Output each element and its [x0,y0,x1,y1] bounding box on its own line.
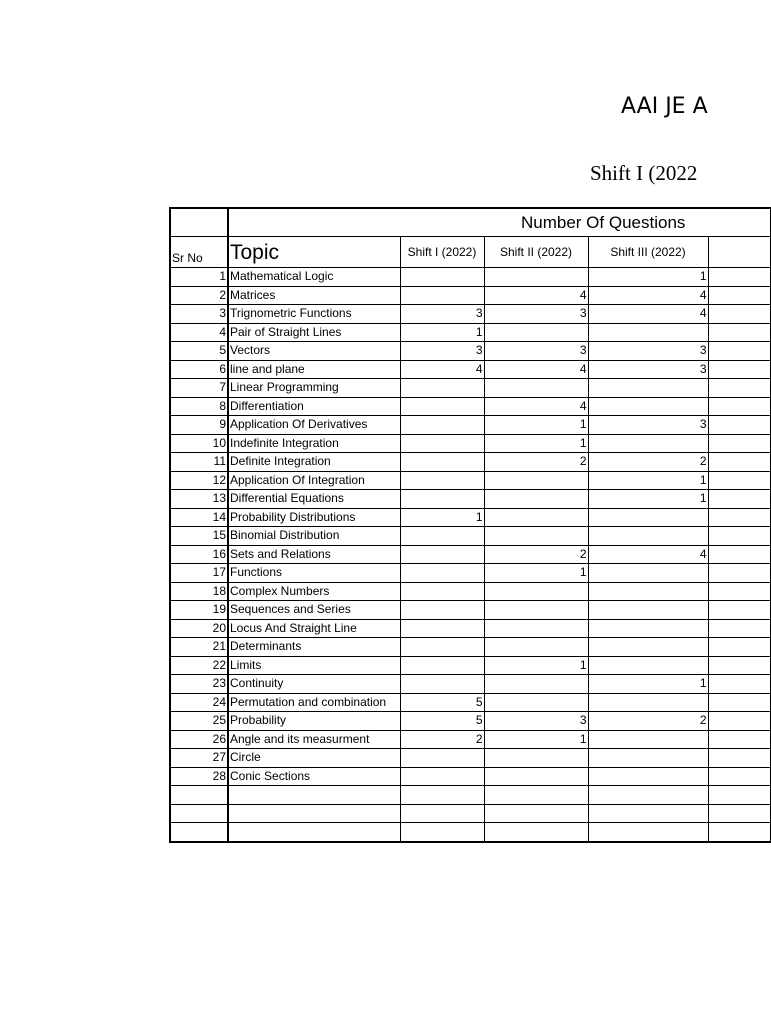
shift-1-cell: 1 [400,508,484,527]
topic-cell: Probability Distributions [228,508,400,527]
overflow-cell [708,582,770,601]
table-row [170,564,770,583]
sr-no-cell: 2 [170,286,228,305]
overflow-cell [708,656,770,675]
shift-1-cell [400,268,484,287]
table-row [170,675,770,694]
table-row [170,416,770,435]
shift-2-cell [484,379,588,398]
overflow-cell [708,712,770,731]
shift-3-cell [588,749,708,768]
table-row [170,601,770,620]
sr-no-cell: 20 [170,619,228,638]
shift-1-cell [400,397,484,416]
topic-cell: Conic Sections [228,767,400,786]
topic-cell: Continuity [228,675,400,694]
topic-cell: Functions [228,564,400,583]
shift-3-cell [588,601,708,620]
shift-3-cell [588,730,708,749]
sr-no-cell: 11 [170,453,228,472]
shift-2-cell [484,471,588,490]
shift-1-cell [400,490,484,509]
shift-3-cell: 1 [588,471,708,490]
overflow-cell [708,675,770,694]
topic-cell: Mathematical Logic [228,268,400,287]
shift-2-cell [484,527,588,546]
sr-no-cell: 18 [170,582,228,601]
topic-cell: Permutation and combination [228,693,400,712]
blank-cell [400,823,484,842]
sr-no-cell: 1 [170,268,228,287]
shift-1-cell [400,416,484,435]
blank-cell [400,804,484,823]
sr-no-cell: 7 [170,379,228,398]
sr-no-cell: 16 [170,545,228,564]
shift-2-cell: 4 [484,397,588,416]
table-row [170,490,770,509]
topic-cell: Angle and its measurment [228,730,400,749]
shift-1-cell [400,545,484,564]
blank-cell [708,804,770,823]
blank-row [170,786,770,805]
blank-cell [170,804,228,823]
blank-row [170,804,770,823]
table-row [170,305,770,324]
table-row [170,453,770,472]
shift-3-cell [588,564,708,583]
sr-no-cell: 25 [170,712,228,731]
shift-3-cell: 3 [588,360,708,379]
shift-1-cell: 1 [400,323,484,342]
shift-1-header: Shift I (2022) [400,237,484,268]
overflow-cell [708,286,770,305]
topic-cell: Linear Programming [228,379,400,398]
blank-cell [484,823,588,842]
blank-cell [708,823,770,842]
topic-cell: Differential Equations [228,490,400,509]
table-row [170,286,770,305]
document-title: AAI JE A [621,94,708,119]
table-row [170,693,770,712]
topic-cell: Sets and Relations [228,545,400,564]
shift-2-cell: 4 [484,360,588,379]
overflow-cell [708,453,770,472]
question-distribution-table-container [169,207,707,840]
sr-no-cell: 23 [170,675,228,694]
table-row [170,712,770,731]
shift-1-cell [400,749,484,768]
overflow-header [708,237,770,268]
shift-1-cell [400,582,484,601]
shift-2-cell [484,675,588,694]
shift-3-cell [588,323,708,342]
shift-1-cell: 3 [400,342,484,361]
sr-no-cell: 9 [170,416,228,435]
shift-1-cell [400,286,484,305]
overflow-cell [708,305,770,324]
shift-3-cell: 2 [588,712,708,731]
shift-3-cell [588,508,708,527]
shift-2-cell: 3 [484,712,588,731]
shift-2-cell [484,323,588,342]
topic-cell: Limits [228,656,400,675]
shift-3-cell: 1 [588,490,708,509]
table-row [170,767,770,786]
shift-2-cell: 1 [484,656,588,675]
topic-cell: Locus And Straight Line [228,619,400,638]
overflow-cell [708,471,770,490]
sr-no-cell: 21 [170,638,228,657]
topic-cell: Sequences and Series [228,601,400,620]
shift-2-header: Shift II (2022) [484,237,588,268]
table-row [170,638,770,657]
sr-no-cell: 4 [170,323,228,342]
document-subtitle: Shift I (2022 [590,161,698,185]
shift-2-cell: 3 [484,305,588,324]
shift-2-cell: 2 [484,453,588,472]
sr-no-cell: 19 [170,601,228,620]
shift-2-cell: 1 [484,730,588,749]
overflow-cell [708,545,770,564]
overflow-cell [708,527,770,546]
overflow-cell [708,342,770,361]
blank-row [170,823,770,842]
sr-no-cell: 3 [170,305,228,324]
table-row [170,582,770,601]
shift-1-cell: 3 [400,305,484,324]
table-row [170,397,770,416]
overflow-cell [708,508,770,527]
overflow-cell [708,564,770,583]
shift-2-cell [484,767,588,786]
topic-cell: Circle [228,749,400,768]
table-row [170,379,770,398]
blank-cell [170,786,228,805]
topic-cell: Probability [228,712,400,731]
shift-3-cell [588,656,708,675]
shift-1-cell [400,434,484,453]
column-header-row [170,237,770,268]
table-body [170,208,770,842]
shift-2-cell: 4 [484,286,588,305]
blank-cell [170,823,228,842]
blank-cell [228,823,400,842]
overflow-cell [708,749,770,768]
overflow-cell [708,360,770,379]
shift-3-cell: 4 [588,286,708,305]
shift-2-cell [484,619,588,638]
topic-cell: Vectors [228,342,400,361]
shift-3-cell [588,582,708,601]
shift-3-cell: 2 [588,453,708,472]
shift-3-cell: 4 [588,545,708,564]
sr-no-cell: 13 [170,490,228,509]
table-row [170,730,770,749]
group-header-row [170,208,770,237]
overflow-cell [708,490,770,509]
topic-cell: Complex Numbers [228,582,400,601]
sr-no-cell: 22 [170,656,228,675]
sr-no-cell: 28 [170,767,228,786]
topic-header: Topic [228,237,400,268]
table-row [170,656,770,675]
table-row [170,545,770,564]
shift-1-cell [400,638,484,657]
table-row [170,342,770,361]
topic-cell: Pair of Straight Lines [228,323,400,342]
topic-cell: Determinants [228,638,400,657]
table-row [170,434,770,453]
number-of-questions-header: Number Of Questions [228,208,770,237]
overflow-cell [708,379,770,398]
shift-3-header: Shift III (2022) [588,237,708,268]
overflow-cell [708,397,770,416]
overflow-cell [708,767,770,786]
group-header-spacer [170,208,228,237]
shift-1-cell [400,471,484,490]
overflow-cell [708,434,770,453]
sr-no-cell: 15 [170,527,228,546]
sr-no-cell: 8 [170,397,228,416]
shift-1-cell [400,675,484,694]
shift-2-cell [484,268,588,287]
topic-cell: Trignometric Functions [228,305,400,324]
topic-cell: line and plane [228,360,400,379]
shift-3-cell: 1 [588,675,708,694]
topic-cell: Matrices [228,286,400,305]
sr-no-cell: 10 [170,434,228,453]
sr-no-cell: 12 [170,471,228,490]
sr-no-cell: 26 [170,730,228,749]
sr-no-cell: 6 [170,360,228,379]
overflow-cell [708,268,770,287]
shift-2-cell [484,638,588,657]
overflow-cell [708,323,770,342]
sr-no-cell: 17 [170,564,228,583]
sr-no-cell: 24 [170,693,228,712]
question-distribution-table [169,207,771,843]
shift-1-cell [400,379,484,398]
blank-cell [400,786,484,805]
sr-no-cell: 5 [170,342,228,361]
topic-cell: Application Of Integration [228,471,400,490]
shift-3-cell: 4 [588,305,708,324]
shift-3-cell [588,638,708,657]
table-row [170,619,770,638]
blank-cell [228,804,400,823]
table-row [170,268,770,287]
topic-cell: Indefinite Integration [228,434,400,453]
table-row [170,749,770,768]
shift-3-cell [588,379,708,398]
shift-2-cell: 2 [484,545,588,564]
shift-2-cell: 1 [484,434,588,453]
table-row [170,471,770,490]
overflow-cell [708,638,770,657]
shift-2-cell [484,693,588,712]
table-row [170,323,770,342]
shift-3-cell [588,619,708,638]
blank-cell [484,804,588,823]
shift-3-cell [588,767,708,786]
shift-2-cell [484,749,588,768]
sr-no-header: Sr No [170,237,228,268]
overflow-cell [708,730,770,749]
shift-1-cell [400,564,484,583]
sr-no-cell: 14 [170,508,228,527]
table-row [170,527,770,546]
sr-no-cell: 27 [170,749,228,768]
shift-3-cell [588,397,708,416]
shift-1-cell: 5 [400,693,484,712]
shift-2-cell [484,601,588,620]
shift-3-cell [588,434,708,453]
shift-2-cell [484,582,588,601]
table-row [170,360,770,379]
shift-1-cell [400,527,484,546]
shift-3-cell [588,693,708,712]
shift-2-cell: 1 [484,564,588,583]
blank-cell [588,823,708,842]
shift-3-cell [588,527,708,546]
shift-1-cell [400,656,484,675]
topic-cell: Application Of Derivatives [228,416,400,435]
topic-cell: Definite Integration [228,453,400,472]
shift-1-cell: 2 [400,730,484,749]
blank-cell [588,786,708,805]
blank-cell [708,786,770,805]
shift-1-cell [400,453,484,472]
shift-2-cell [484,508,588,527]
table-row [170,508,770,527]
topic-cell: Differentiation [228,397,400,416]
shift-1-cell: 5 [400,712,484,731]
shift-1-cell [400,619,484,638]
overflow-cell [708,601,770,620]
shift-2-cell [484,490,588,509]
blank-cell [228,786,400,805]
shift-3-cell: 3 [588,416,708,435]
shift-2-cell: 1 [484,416,588,435]
shift-1-cell: 4 [400,360,484,379]
shift-2-cell: 3 [484,342,588,361]
shift-3-cell: 1 [588,268,708,287]
overflow-cell [708,693,770,712]
overflow-cell [708,416,770,435]
shift-1-cell [400,767,484,786]
overflow-cell [708,619,770,638]
shift-3-cell: 3 [588,342,708,361]
blank-cell [484,786,588,805]
shift-1-cell [400,601,484,620]
topic-cell: Binomial Distribution [228,527,400,546]
blank-cell [588,804,708,823]
